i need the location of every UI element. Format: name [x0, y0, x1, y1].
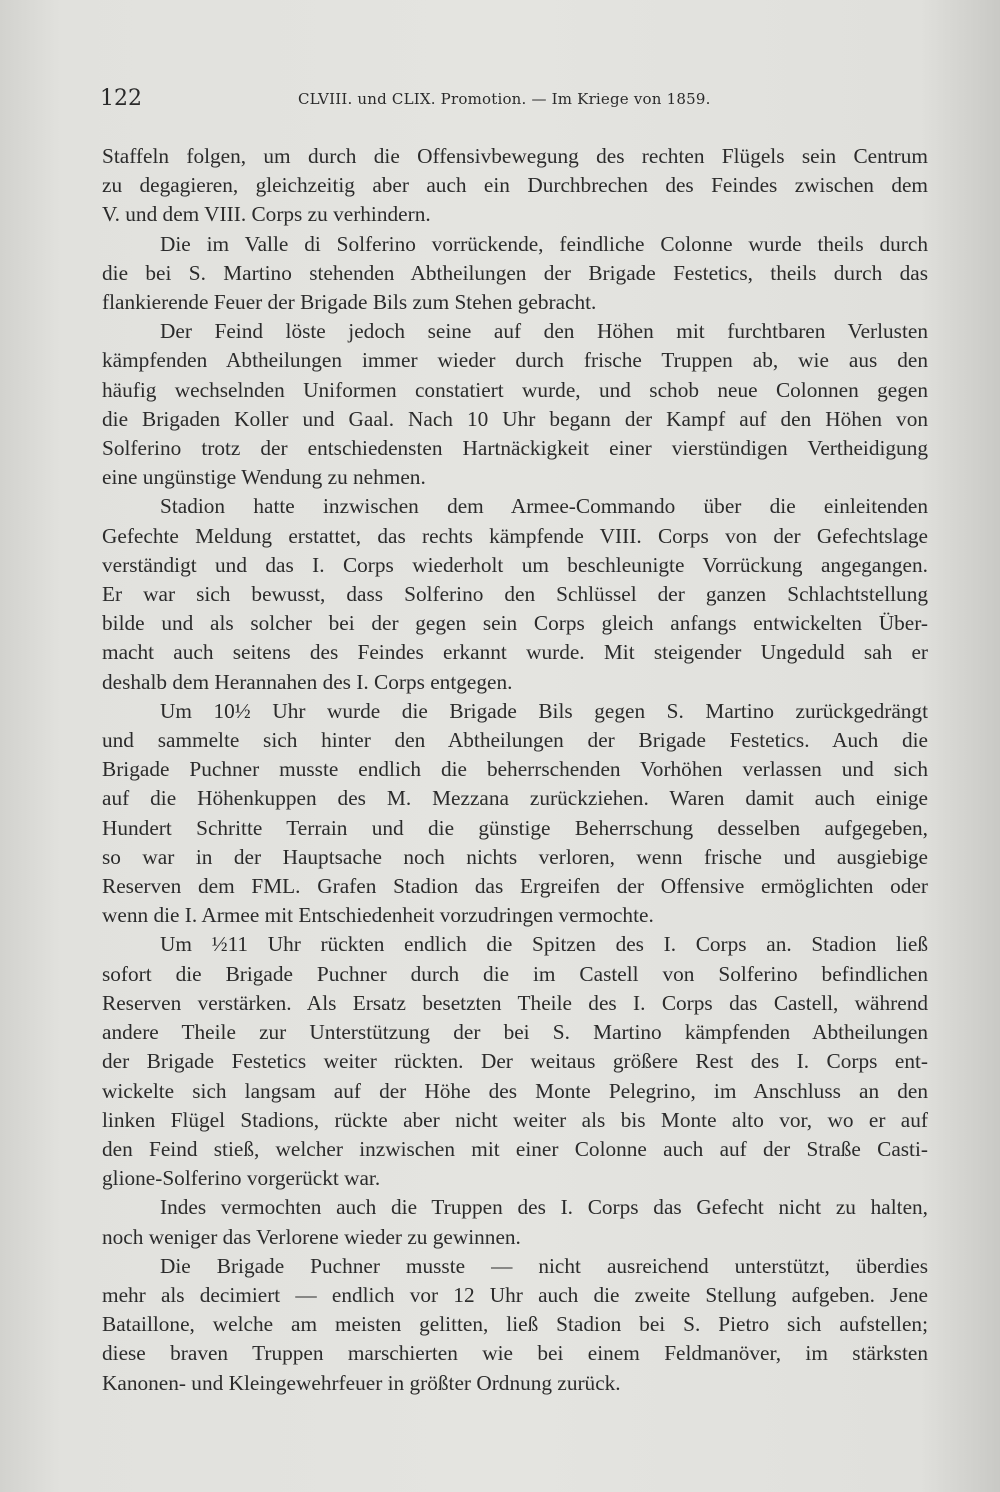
text-line: Reserven dem FML. Grafen Stadion das Ergreifen der Offensive ermöglichten oder	[102, 874, 928, 899]
text-line: wickelte sich langsam auf der Höhe des Monte Pelegrino, im Anschluss an den	[102, 1078, 928, 1103]
running-head: CLVIII. und CLIX. Promotion. — Im Kriege von 1859.	[298, 90, 711, 108]
text-line: kämpfenden Abtheilungen immer wieder durch frische Truppen ab, wie aus den	[102, 348, 928, 373]
text-line: andere Theile zur Unterstützung der bei S. Martino kämpfenden Abtheilungen	[102, 1020, 928, 1045]
text-line: Hundert Schritte Terrain und die günstige Beherrschung desselben aufgegeben,	[102, 815, 928, 840]
text-line: macht auch seitens des Feindes erkannt wurde. Mit steigender Ungeduld sah er	[102, 640, 928, 665]
text-line: verständigt und das I. Corps wiederholt um beschleunigte Vorrückung angegangen.	[102, 552, 928, 577]
page-header	[100, 86, 940, 116]
paragraph	[102, 697, 928, 931]
paragraph	[102, 142, 928, 230]
paragraph	[102, 1252, 928, 1398]
text-line: diese braven Truppen marschierten wie bei einem Feldmanöver, im stärksten	[102, 1341, 928, 1366]
text-line: Der Feind löste jedoch seine auf den Höhen mit furchtbaren Verlusten	[160, 319, 928, 344]
text-line: Die Brigade Puchner musste — nicht ausreichend unterstützt, überdies	[160, 1253, 928, 1278]
text-line: Bataillone, welche am meisten gelitten, ließ Stadion bei S. Pietro sich aufstellen;	[102, 1312, 928, 1337]
body-text	[102, 142, 928, 1398]
text-line: Brigade Puchner musste endlich die beherrschenden Vorhöhen verlassen und sich	[102, 757, 928, 782]
text-line: so war in der Hauptsache noch nichts verloren, wenn frische und ausgiebige	[102, 844, 928, 869]
text-line: Staffeln folgen, um durch die Offensivbewegung des rechten Flügels sein Centrum	[102, 144, 928, 168]
text-line: auf die Höhenkuppen des M. Mezzana zurückziehen. Waren damit auch einige	[102, 786, 928, 811]
paragraph	[102, 1193, 928, 1251]
text-line: flankierende Feuer der Brigade Bils zum Stehen gebracht.	[102, 290, 597, 315]
text-line: Reserven verstärken. Als Ersatz besetzten Theile des I. Corps das Castell, während	[102, 990, 928, 1015]
text-line: zu degagieren, gleichzeitig aber auch ein Durchbrechen des Feindes zwischen dem	[102, 173, 928, 198]
text-line: Kanonen- und Kleingewehrfeuer in größter Ordnung zurück.	[102, 1370, 621, 1395]
text-line: häufig wechselnden Uniformen constatiert wurde, und schob neue Colonnen gegen	[102, 377, 928, 402]
text-line: Solferino trotz der entschiedensten Hartnäckigkeit einer vierstündigen Vertheidigung	[102, 436, 928, 461]
text-line: die Brigaden Koller und Gaal. Nach 10 Uhr begann der Kampf auf den Höhen von	[102, 406, 928, 431]
text-line: linken Flügel Stadions, rückte aber nicht weiter als bis Monte alto vor, wo er auf	[102, 1107, 928, 1132]
text-line: noch weniger das Verlorene wieder zu gewinnen.	[102, 1224, 521, 1249]
text-line: deshalb dem Herannahen des I. Corps entgegen.	[102, 669, 513, 694]
text-line: Um 10½ Uhr wurde die Brigade Bils gegen S. Martino zurückgedrängt	[160, 698, 928, 723]
paragraph	[102, 930, 928, 1193]
text-line: der Brigade Festetics weiter rückten. Der weitaus größere Rest des I. Corps ent-	[102, 1049, 928, 1074]
paragraph	[102, 492, 928, 696]
text-line: Gefechte Meldung erstattet, das rechts kämpfende VIII. Corps von der Gefechtslage	[102, 523, 928, 548]
text-line: mehr als decimiert — endlich vor 12 Uhr auch die zweite Stellung aufgeben. Jene	[102, 1282, 928, 1307]
text-line: Die im Valle di Solferino vorrückende, feindliche Colonne wurde theils durch	[160, 231, 928, 256]
paragraph	[102, 317, 928, 492]
text-line: V. und dem VIII. Corps zu verhindern.	[102, 202, 431, 227]
text-line: eine ungünstige Wendung zu nehmen.	[102, 465, 426, 490]
text-line: Um ½11 Uhr rückten endlich die Spitzen des I. Corps an. Stadion ließ	[160, 932, 928, 957]
text-line: die bei S. Martino stehenden Abtheilungen der Brigade Festetics, theils durch das	[102, 260, 928, 285]
text-line: Indes vermochten auch die Truppen des I. Corps das Gefecht nicht zu halten,	[160, 1195, 928, 1220]
text-line: sofort die Brigade Puchner durch die im Castell von Solferino befindlichen	[102, 961, 928, 986]
text-line: bilde und als solcher bei der gegen sein Corps gleich anfangs entwickelten Über-	[102, 611, 928, 636]
text-line: und sammelte sich hinter den Abtheilungen der Brigade Festetics. Auch die	[102, 728, 928, 753]
paragraph	[102, 230, 928, 318]
text-line: Er war sich bewusst, dass Solferino den Schlüssel der ganzen Schlachtstellung	[102, 582, 928, 607]
text-line: glione-Solferino vorgerückt war.	[102, 1166, 381, 1191]
text-line: Stadion hatte inzwischen dem Armee-Commando über die einleitenden	[160, 494, 928, 519]
page-number: 122	[100, 86, 142, 111]
text-line: den Feind stieß, welcher inzwischen mit einer Colonne auch auf der Straße Casti-	[102, 1136, 928, 1161]
text-line: wenn die I. Armee mit Entschiedenheit vorzudringen vermochte.	[102, 903, 654, 928]
